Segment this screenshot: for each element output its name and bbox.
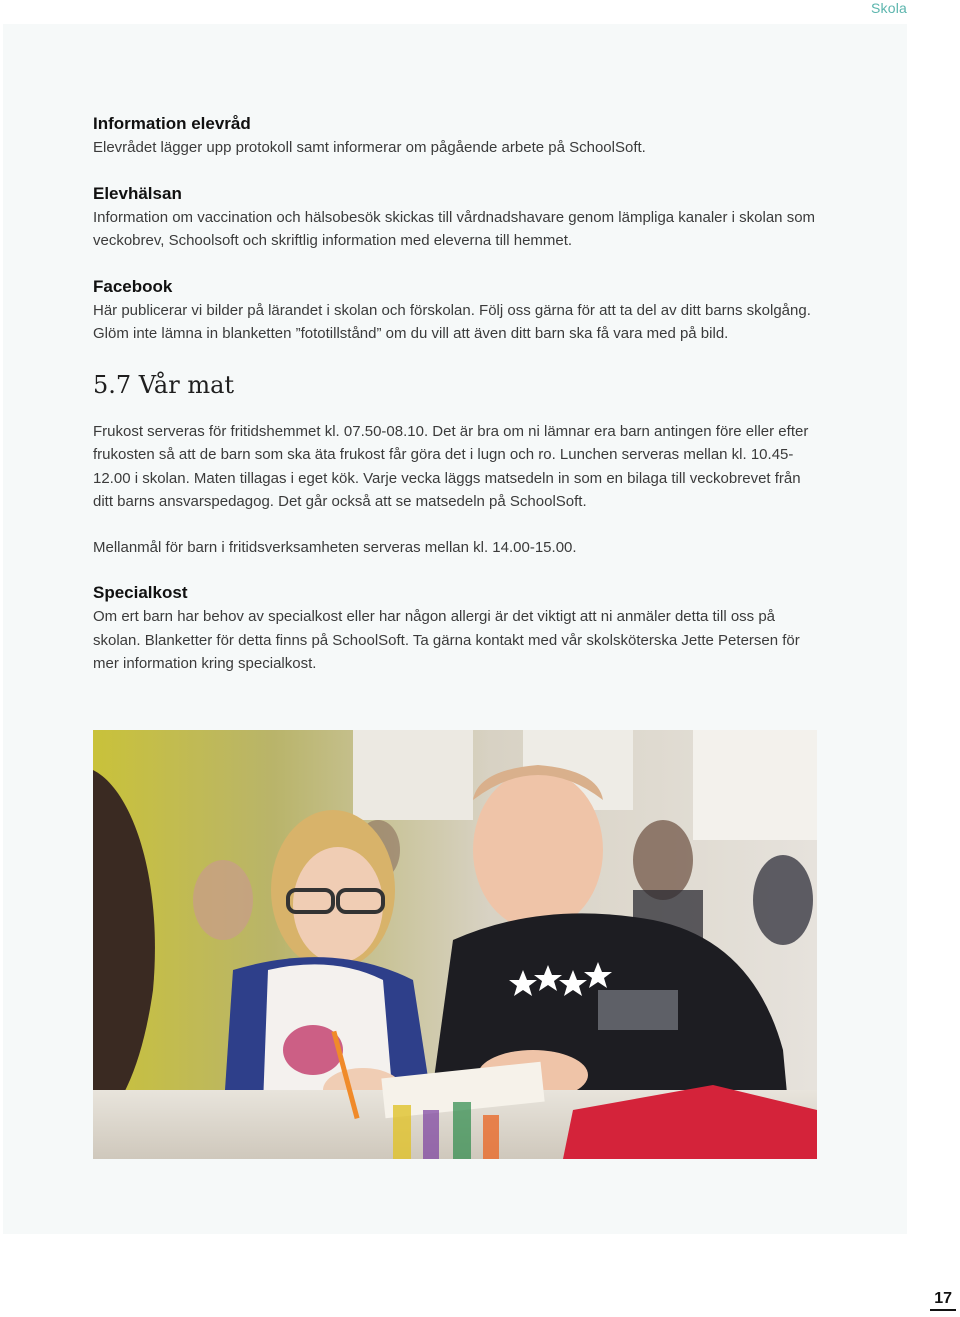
- section-text: Om ert barn har behov av specialkost eller har någon allergi är det viktigt att ni anmäler detta till oss på skolan. Blanketter för detta finns på SchoolSoft. Ta gärna kontakt med vår skolsköterska Jette Petersen för mer information kring specialkost.: [93, 608, 800, 672]
- page-number: 17: [930, 1290, 956, 1311]
- section-elevrad: [93, 112, 818, 160]
- section-text: Elevrådet lägger upp protokoll samt informerar om pågående arbete på SchoolSoft.: [93, 139, 646, 156]
- section-text: Här publicerar vi bilder på lärandet i skolan och förskolan. Följ oss gärna för att ta del av ditt barns skolgång. Glöm inte lämna in blanketten ”fototillstånd” om du vill att även ditt barn ska få vara med på bild.: [93, 301, 811, 342]
- section-elevhalsan: [93, 182, 818, 253]
- section-text: Information om vaccination och hälsobesök skickas till vårdnadshavare genom lämpliga kanaler i skolan som veckobrev, Schoolsoft och skriftlig information med eleverna till hemmet.: [93, 208, 816, 249]
- food-paragraph: [93, 420, 818, 514]
- section-label: Skola: [870, 0, 907, 16]
- snack-paragraph: [93, 536, 818, 560]
- chapter-paragraph-2: Mellanmål för barn i fritidsverksamheten serveras mellan kl. 14.00-15.00.: [93, 538, 577, 556]
- classroom-photo: [93, 730, 817, 1159]
- section-heading: Information elevråd: [93, 114, 251, 133]
- section-heading: Facebook: [93, 276, 173, 296]
- section-heading: Specialkost: [93, 583, 188, 602]
- section-specialkost: [93, 581, 818, 676]
- chapter-paragraph-1: Frukost serveras för fritidshemmet kl. 07.50-08.10. Det är bra om ni lämnar era barn antingen före eller efter frukosten så att de barn som ska äta frukost får göra det i lugn och ro. Lunchen serveras mellan kl. 10.45-12.00 i skolan. Maten tillagas i eget kök. Varje vecka läggs matsedeln in som en bilaga till veckobrevet från ditt barns ansvarspedagog. Det går också att se matsedeln på SchoolSoft.: [93, 422, 809, 510]
- chapter-title: 5.7 Vår mat: [93, 370, 235, 399]
- section-heading: Elevhälsan: [93, 183, 182, 203]
- main-content: [93, 112, 818, 698]
- section-facebook: [93, 275, 818, 346]
